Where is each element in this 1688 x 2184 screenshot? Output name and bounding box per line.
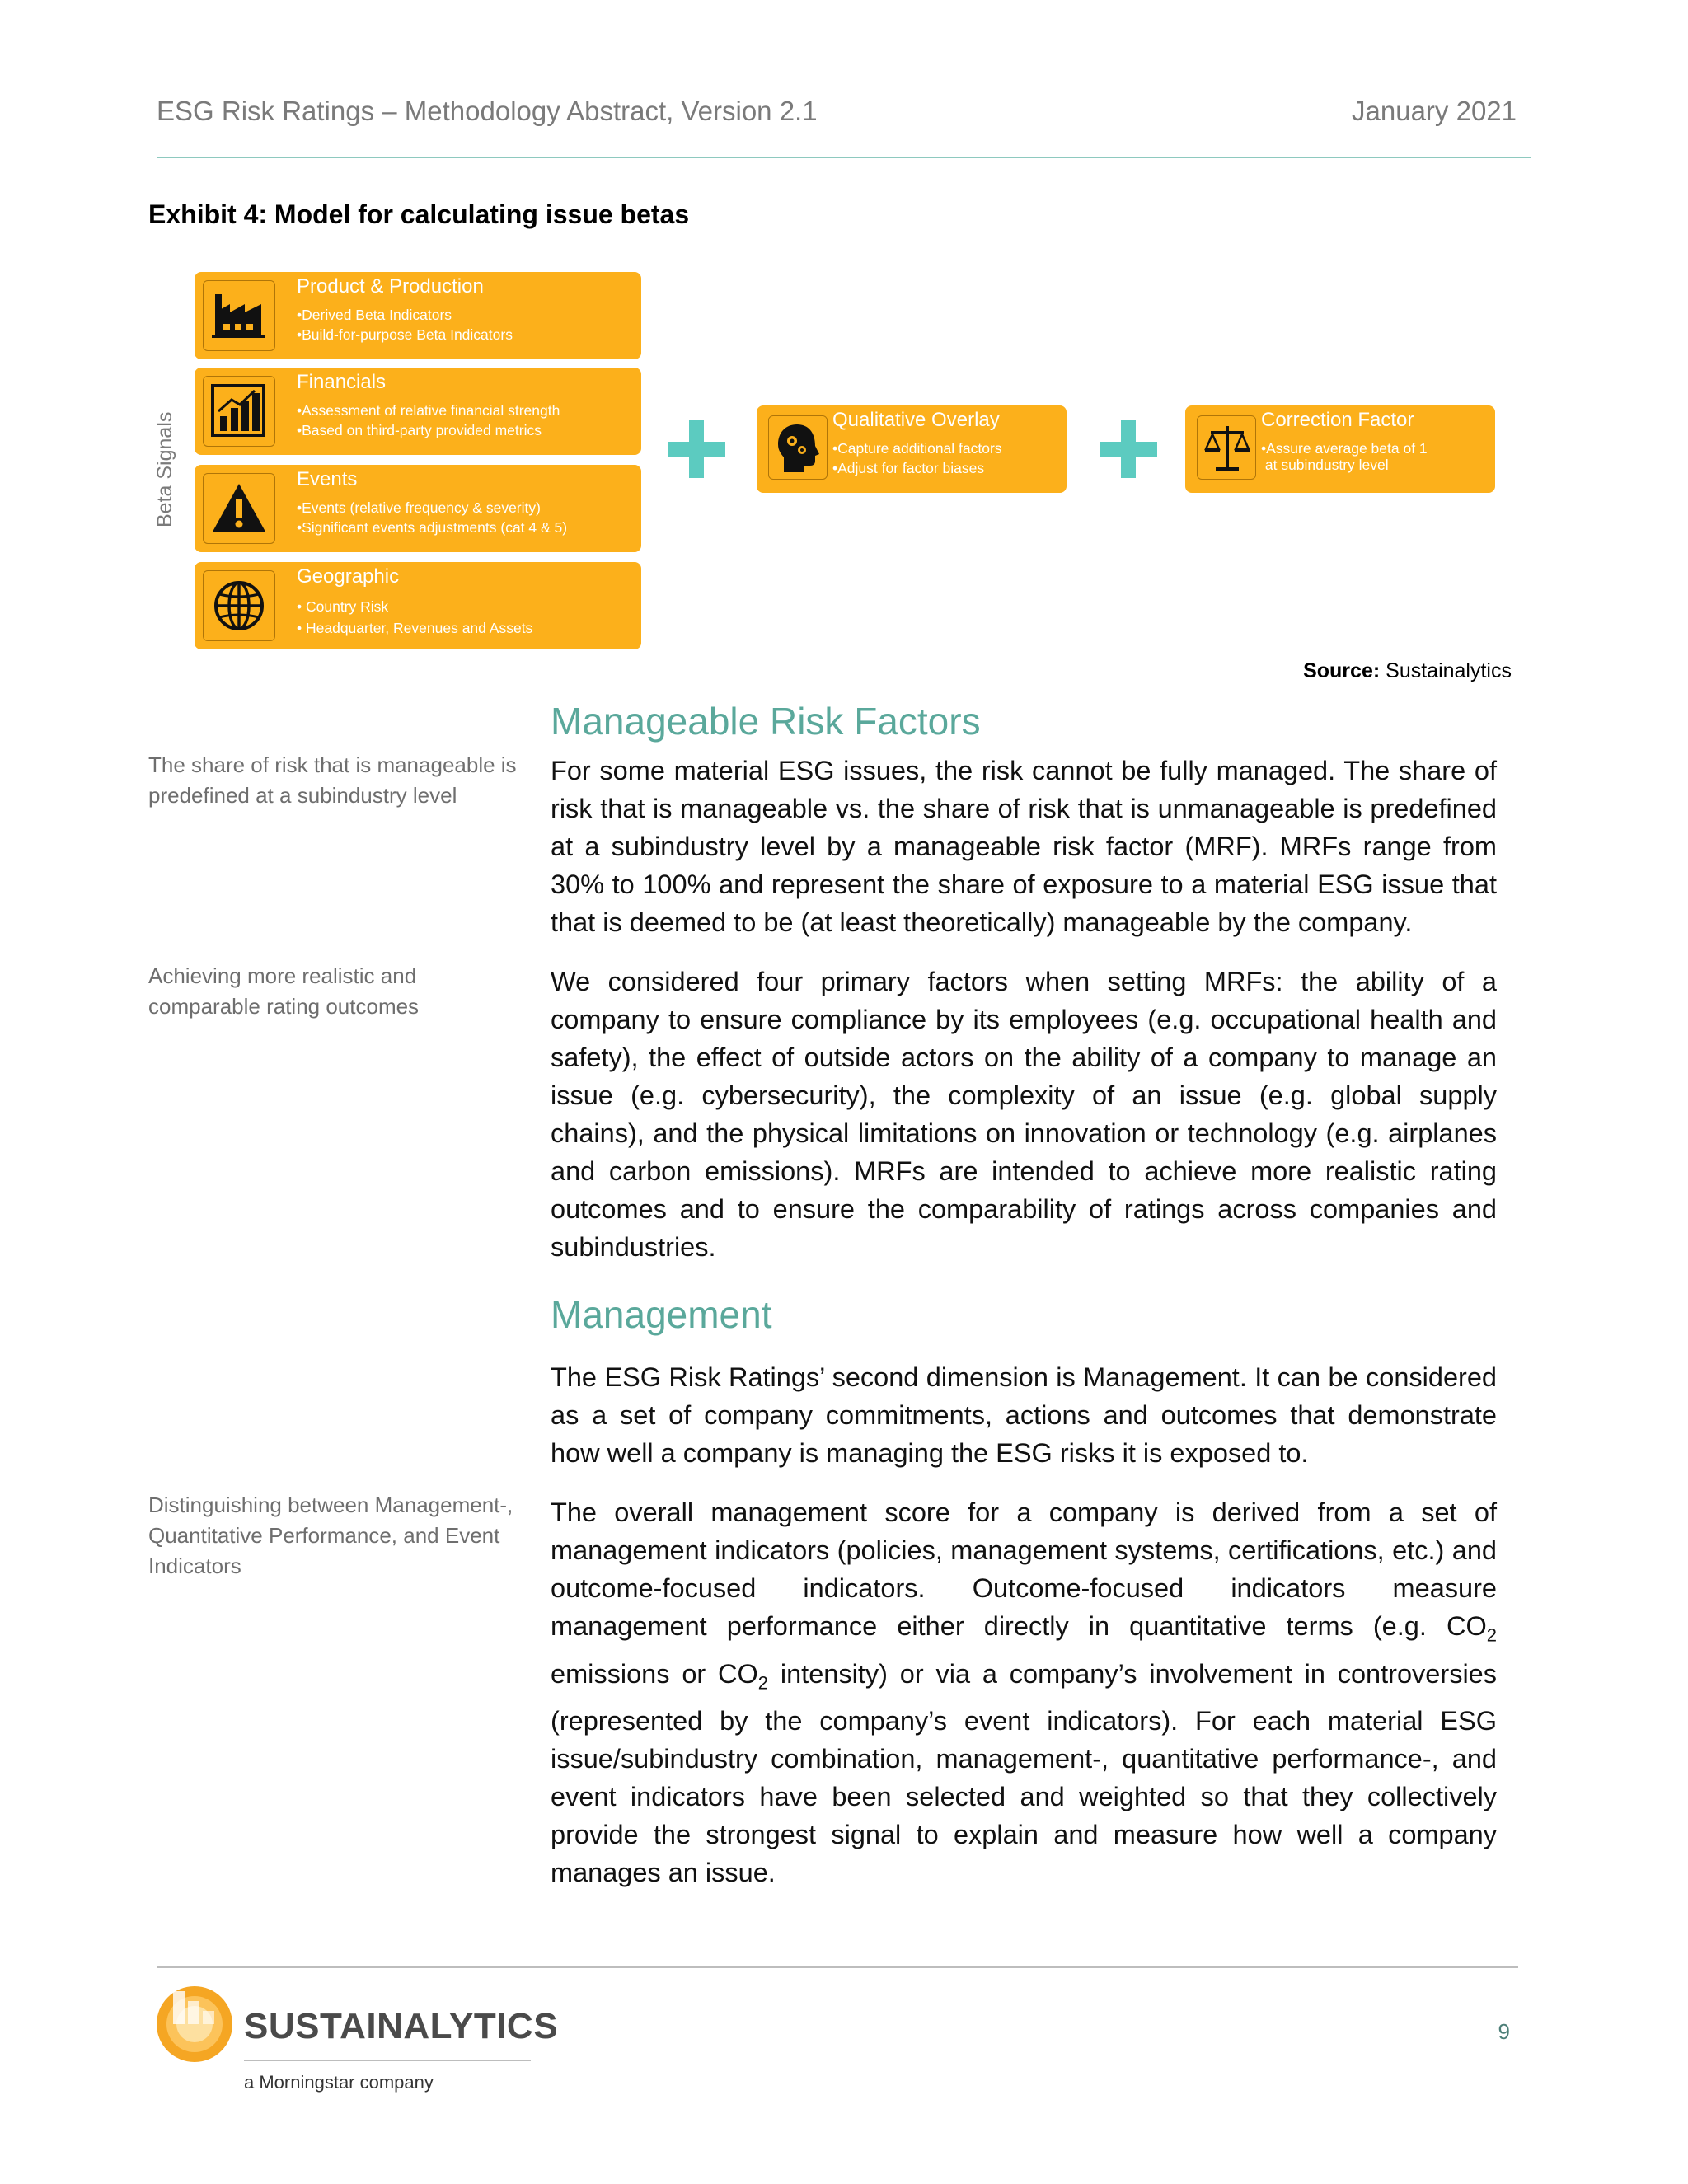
qualitative-overlay-box [757,405,1067,493]
signal-box-geographic [195,562,641,649]
heading-manageable-risk-factors: Manageable Risk Factors [551,700,981,743]
signal-line: • Country Risk [297,598,389,615]
header-date: January 2021 [1352,96,1517,126]
correction-title: Correction Factor [1261,409,1414,431]
sidenote-realistic: Achieving more realistic and comparable rating outcomes [148,963,420,1019]
paragraph-mrf-2: We considered four primary factors when setting MRFs: the ability of a company to ensure compliance by its employees (e.g. occupational health and safety), the effect of outside actors on the ability of a company to manage an issue (e.g. cybersecurity), the complexity of an issue (e.g. global supply chains), and the physical limitations on innovation or technology (e.g. airplanes and carbon emissions). MRFs are intended to achieve more realistic rating outcomes and to ensure the comparability of ratings across companies and subindustries. [551,967,1497,1262]
correction-line: •Assure average beta of 1 [1261,440,1428,457]
signal-line: •Events (relative frequency & severity) [297,499,541,516]
plus-icon [1100,420,1157,478]
signal-title: Events [297,468,358,490]
text-run: emissions or CO [551,1658,758,1689]
plus-icon [668,420,725,478]
source-label: Source: [1303,659,1381,682]
signal-box-product [195,272,641,359]
subscript: 2 [757,1672,769,1693]
heading-management: Management [551,1293,772,1336]
beta-signals-label: Beta Signals [153,411,176,527]
head-gears-icon [768,415,828,480]
signal-line: •Derived Beta Indicators [297,307,452,323]
signal-line: •Assessment of relative financial strength [297,402,560,419]
header-divider [157,157,1531,158]
signal-title: Financials [297,371,387,393]
correction-factor-box [1185,405,1495,493]
factory-icon [203,280,275,351]
footer-divider [157,1966,1518,1968]
page-number: 9 [1498,2019,1510,2044]
paragraph-management-2 [551,1493,1497,1891]
correction-line: at subindustry level [1261,457,1389,473]
sidenote-distinguishing: Distinguishing between Management-, Quantitative Performance, and Event Indicators [148,1493,513,1578]
text-run: The overall management score for a company is derived from a set of management indicators (policies, management systems, certifications, etc.) and outcome-focused indicators. Outcome-focused indicators measure management performance either directly in quantitative terms (e.g. CO [551,1497,1497,1641]
globe-icon [203,570,275,641]
logo-tagline: a Morningstar company [244,2072,434,2093]
paragraph-management-1: The ESG Risk Ratings’ second dimension is Management. It can be considered as a set of company commitments, actions and outcomes that demonstrate how well a company is managing the ESG risks it is exposed to. [551,1362,1497,1468]
signal-box-events [195,465,641,552]
overlay-line: •Adjust for factor biases [832,460,985,476]
subscript: 2 [1486,1624,1497,1646]
signal-title: Product & Production [297,275,484,298]
paragraph-mrf-1: For some material ESG issues, the risk cannot be fully managed. The share of risk that is manageable vs. the share of risk that is unmanageable is predefined at a subindustry level by a manageable risk factor (MRF). MRFs range from 30% to 100% and represent the share of exposure to a material ESG issue that that is deemed to be (at least theoretically) manageable by the company. [551,756,1497,937]
signal-title: Geographic [297,565,400,588]
logo-divider [244,2060,531,2061]
scales-icon [1197,415,1256,480]
text-run: intensity) or via a company’s involvement in controversies (represented by the company’s event indicators). For each material ESG issue/subindustry combination, management-, quantitative performance-, and event indicators have been selected and weighted so that they collectively provide the strongest signal to explain and measure how well a company manages an issue. [551,1658,1497,1887]
chart-icon [203,376,275,447]
signal-line: •Based on third-party provided metrics [297,422,542,438]
overlay-title: Qualitative Overlay [832,409,1000,431]
warning-icon [203,473,275,544]
overlay-line: •Capture additional factors [832,440,1002,457]
signal-box-financials [195,368,641,455]
source-note [1303,659,1512,683]
signal-line: •Build-for-purpose Beta Indicators [297,326,513,343]
signal-line: •Significant events adjustments (cat 4 & 5) [297,519,568,536]
sidenote-manageable: The share of risk that is manageable is predefined at a subindustry level [148,752,517,808]
logo-wordmark: SUSTAINALYTICS [244,2006,559,2046]
sustainalytics-logo-icon [153,1983,236,2065]
signal-line: • Headquarter, Revenues and Assets [297,620,533,636]
exhibit-title: Exhibit 4: Model for calculating issue betas [148,199,690,229]
header-title: ESG Risk Ratings – Methodology Abstract, Version 2.1 [157,96,818,126]
source-value: Sustainalytics [1386,659,1512,682]
